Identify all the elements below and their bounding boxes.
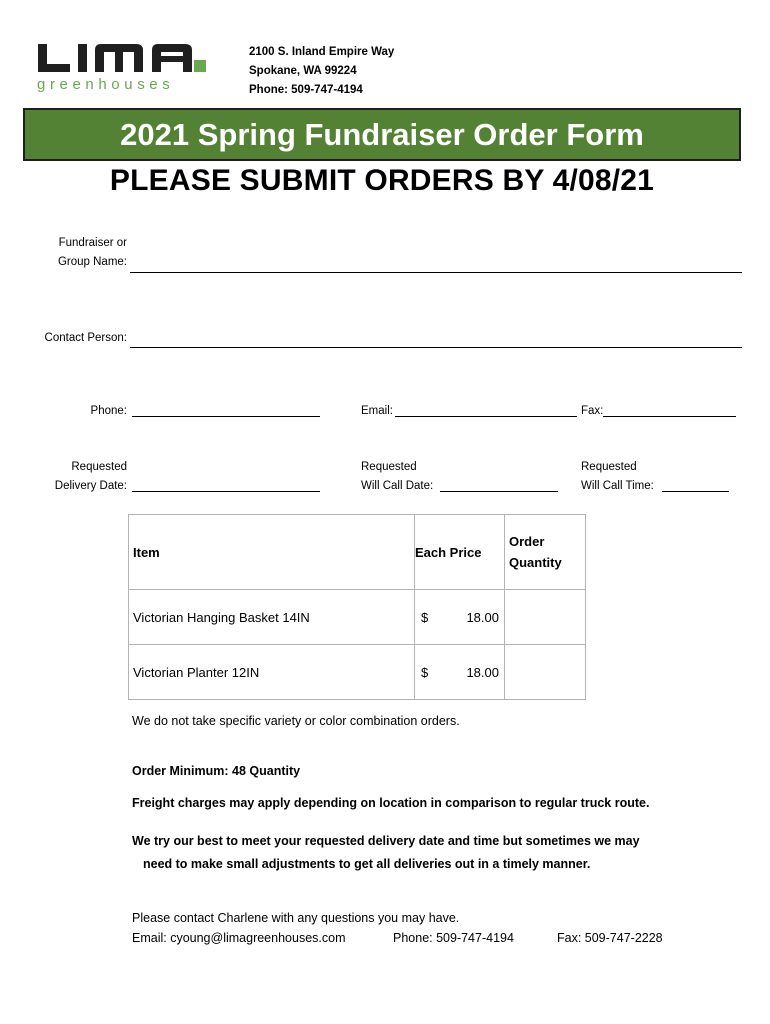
quantity-input[interactable] — [505, 590, 586, 645]
will-call-time-field[interactable] — [662, 491, 729, 492]
contact-person-field[interactable] — [130, 347, 742, 348]
header-quantity: Order Quantity — [505, 515, 586, 590]
item-price: $ 18.00 — [415, 645, 505, 700]
phone-field[interactable] — [132, 416, 320, 417]
item-price: $ 18.00 — [415, 590, 505, 645]
table-row — [129, 645, 586, 700]
contact-note: Please contact Charlene with any questions you may have. — [132, 911, 460, 925]
delivery-note-line-2: need to make small adjustments to get all deliveries out in a timely manner. — [143, 857, 591, 871]
email-field[interactable] — [395, 416, 577, 417]
table-header-row — [129, 515, 586, 590]
will-call-date-label: Requested Will Call Date: — [361, 461, 434, 492]
phone-label: Phone: — [90, 405, 127, 417]
variety-note: We do not take specific variety or color combination orders. — [132, 714, 460, 728]
company-address — [249, 43, 394, 100]
order-minimum-note: Order Minimum: 48 Quantity — [132, 764, 301, 778]
address-line-1: 2100 S. Inland Empire Way — [249, 46, 395, 58]
quantity-input[interactable] — [505, 645, 586, 700]
header-item: Item — [129, 515, 415, 590]
email-label: Email: — [361, 405, 393, 417]
contact-email: Email: cyoung@limagreenhouses.com — [132, 931, 346, 945]
contact-person-label: Contact Person: — [44, 332, 127, 344]
company-phone: Phone: 509-747-4194 — [249, 84, 363, 96]
fundraiser-name-field[interactable] — [130, 272, 742, 273]
delivery-note-line-1: We try our best to meet your requested delivery date and time but sometimes we may — [132, 834, 640, 848]
requested-delivery-field[interactable] — [132, 491, 320, 492]
item-name: Victorian Planter 12IN — [129, 645, 415, 700]
fax-label: Fax: — [581, 405, 604, 417]
freight-note: Freight charges may apply depending on location in comparison to regular truck route. — [132, 796, 650, 810]
fundraiser-name-label: Fundraiser or Group Name: — [57, 237, 127, 268]
company-logo — [36, 42, 228, 94]
fax-field[interactable] — [603, 416, 736, 417]
header-price: Each Price — [415, 515, 505, 590]
will-call-date-field[interactable] — [440, 491, 558, 492]
form-title-banner — [23, 108, 741, 161]
address-line-2: Spokane, WA 99224 — [249, 65, 357, 77]
contact-fax: Fax: 509-747-2228 — [557, 931, 663, 945]
table-row — [129, 590, 586, 645]
item-name: Victorian Hanging Basket 14IN — [129, 590, 415, 645]
order-deadline: PLEASE SUBMIT ORDERS BY 4/08/21 — [109, 164, 655, 197]
contact-phone: Phone: 509-747-4194 — [393, 931, 514, 945]
order-table — [128, 514, 586, 700]
requested-delivery-label: Requested Delivery Date: — [54, 461, 127, 492]
form-title: 2021 Spring Fundraiser Order Form — [120, 116, 644, 152]
will-call-time-label: Requested Will Call Time: — [581, 461, 654, 492]
logo-subtitle: greenhouses — [37, 76, 175, 93]
